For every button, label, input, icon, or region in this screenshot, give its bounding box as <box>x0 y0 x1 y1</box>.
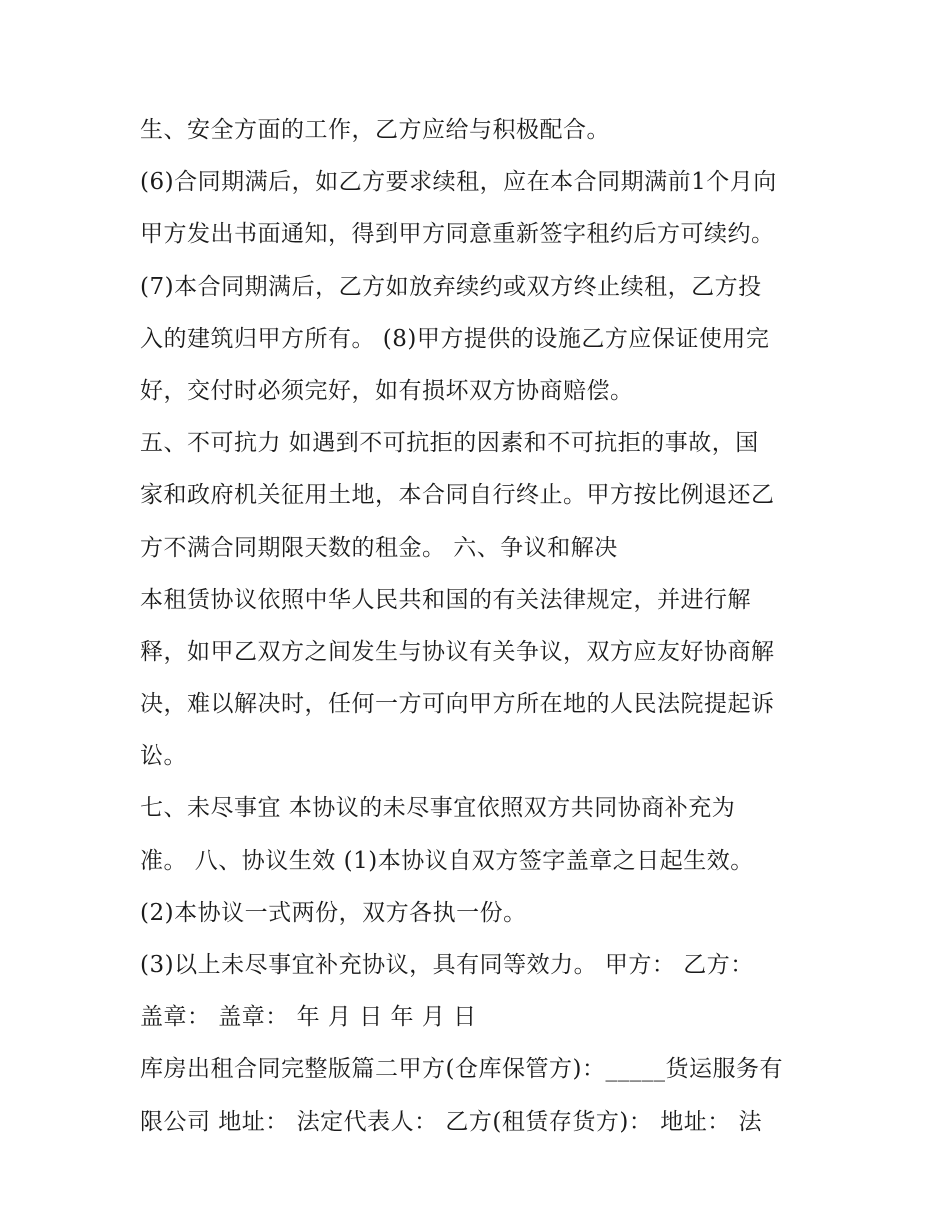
text-line: (3)以上未尽事宜补充协议，具有同等效力。 甲方： 乙方： <box>140 952 754 978</box>
text-line: 库房出租合同完整版篇二甲方(仓库保管方)：_____货运服务有 <box>140 1056 783 1083</box>
text-line: 限公司 地址： 法定代表人： 乙方(租赁存货方)： 地址： 法 <box>140 1108 763 1135</box>
text-line: (7)本合同期满后，乙方如放弃续约或双方终止续租，乙方投 <box>140 273 762 300</box>
text-line: 准。 八、协议生效 (1)本协议自双方签字盖章之日起生效。 <box>140 847 754 874</box>
text-line: 决，难以解决时，任何一方可向甲方所在地的人民法院提起诉 <box>140 691 775 718</box>
text-line: 讼。 <box>140 743 187 770</box>
text-line: 盖章： 盖章： 年 月 日 年 月 日 <box>140 1004 477 1031</box>
text-line: 生、安全方面的工作，乙方应给与积极配合。 <box>140 117 610 143</box>
text-line: 五、不可抗力 如遇到不可抗拒的因素和不可抗拒的事故，国 <box>140 430 759 457</box>
text-line: 七、未尽事宜 本协议的未尽事宜依照双方共同协商补充为 <box>140 795 736 822</box>
contract-body-text <box>140 104 820 1148</box>
text-line: 甲方发出书面通知，得到甲方同意重新签字租约后方可续约。 <box>140 221 775 248</box>
text-line: 好，交付时必须完好，如有损坏双方协商赔偿。 <box>140 377 634 404</box>
text-line: (6)合同期满后，如乙方要求续租，应在本合同期满前1个月向 <box>140 169 777 196</box>
text-line: 本租赁协议依照中华人民共和国的有关法律规定，并进行解 <box>140 586 751 613</box>
text-line: 入的建筑归甲方所有。 (8)甲方提供的设施乙方应保证使用完 <box>140 325 770 352</box>
text-line: 家和政府机关征用土地，本合同自行终止。甲方按比例退还乙 <box>140 482 775 509</box>
text-line: 释，如甲乙双方之间发生与协议有关争议，双方应友好协商解 <box>140 638 775 665</box>
text-line: (2)本协议一式两份，双方各执一份。 <box>140 899 527 926</box>
text-line: 方不满合同期限天数的租金。 六、争议和解决 <box>140 534 618 561</box>
